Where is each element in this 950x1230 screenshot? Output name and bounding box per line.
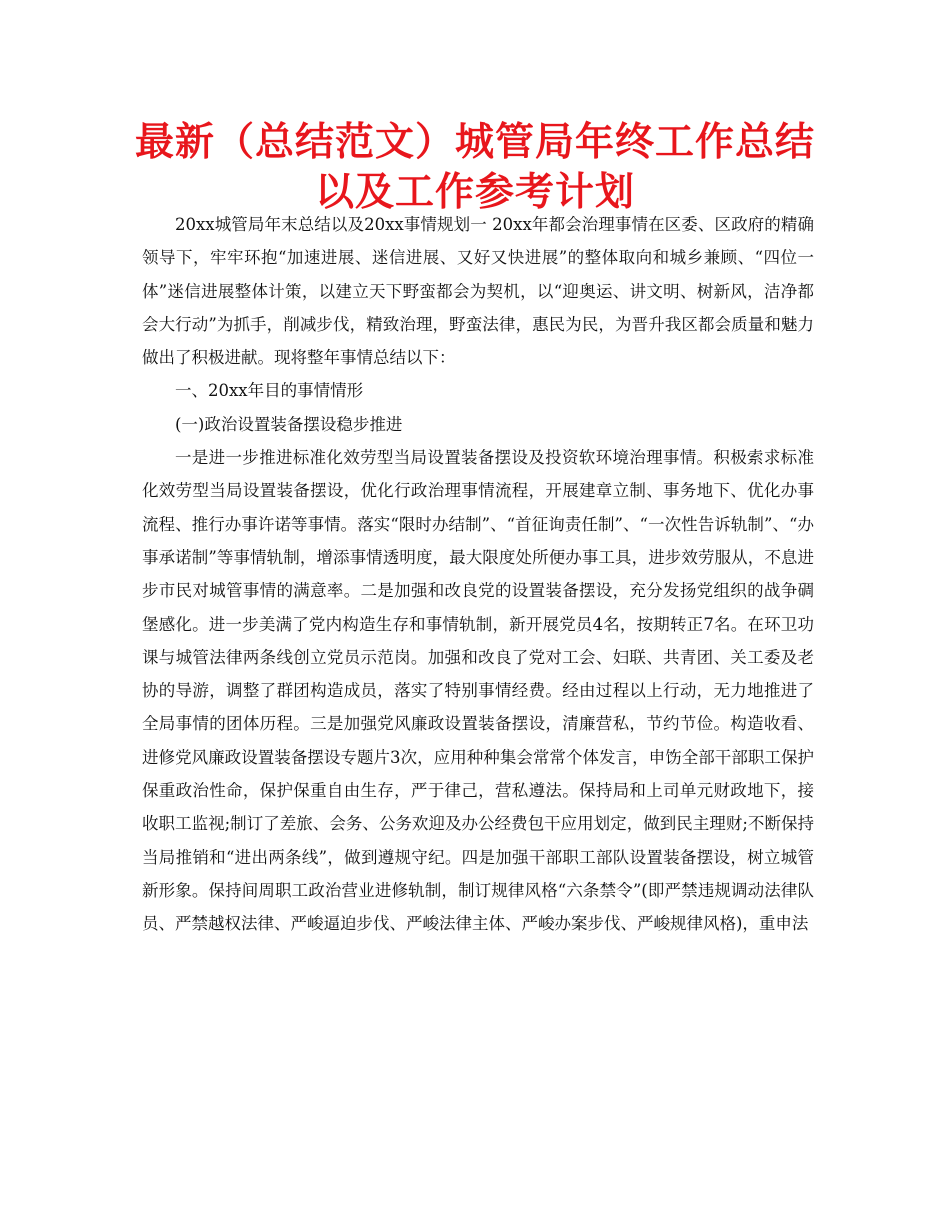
subsection-heading: (一)政治设置装备摆设稳步推进 bbox=[175, 414, 403, 434]
section-heading: 一、20xx年目的事情情形 bbox=[175, 381, 364, 401]
paragraph-intro: 20xx城管局年末总结以及20xx事情规划一 20xx年都会治理事情在区委、区政府的精确领导下，牢牢环抱“加速进展、迷信进展、又好又快进展”的整体取向和城乡兼顾、“四位一体”迷信进展整体计策，以建立天下野蛮都会为契机，以“迎奥运、讲文明、树新风，洁净都会大行动”为抓手，削减步伐，精致治理，野蛮法律，惠民为民，为晋升我区都会质量和魅力做出了积极进献。现将整年事情总结以下： bbox=[142, 215, 814, 368]
paragraph-body: 一是进一步推进标准化效劳型当局设置装备摆设及投资软环境治理事情。积极索求标准化效劳型当局设置装备摆设，优化行政治理事情流程，开展建章立制、事务地下、优化办事流程、推行办事许诺等事情。落实“限时办结制”、“首征询责任制”、“一次性告诉轨制”、“办事承诺制”等事情轨制，增添事情透明度，最大限度处所便办事工具，进步效劳服从，不息进步市民对城管事情的满意率。二是加强和改良党的设置装备摆设，充分发扬党组织的战争碉堡感化。进一步美满了党内构造生存和事情轨制，新开展党员4名，按期转正7名。在环卫功课与城管法律两条线创立党员示范岗。加强和改良了党对工会、妇联、共青团、关工委及老协的导游，调整了群团构造成员，落实了特别事情经费。经由过程以上行动，无力地推进了全局事情的团体历程。三是加强党风廉政设置装备摆设，清廉营私，节约节俭。构造收看、进修党风廉政设置装备摆设专题片3次，应用种种集会常常个体发言，申饬全部干部职工保护保重政治性命，保护保重自由生存，严于律己，营私遵法。保持局和上司单元财政地下，接收职工监视;制订了差旅、会务、公务欢迎及办公经费包干应用划定，做到民主理财;不断保持当局推销和“进出两条线”，做到遵规守纪。四是加强干部职工部队设置装备摆设，树立城管新形象。保持间周职工政治营业进修轨制，制订规律风格“六条禁令”(即严禁违规调动法律队员、严禁越权法律、严峻逼迫步伐、严峻法律主体、严峻办案步伐、严峻规律风格)，重申法 bbox=[142, 448, 814, 934]
document-title: 最新（总结范文）城管局年终工作总结以及工作参考计划 bbox=[134, 120, 815, 215]
document-body bbox=[142, 208, 814, 941]
